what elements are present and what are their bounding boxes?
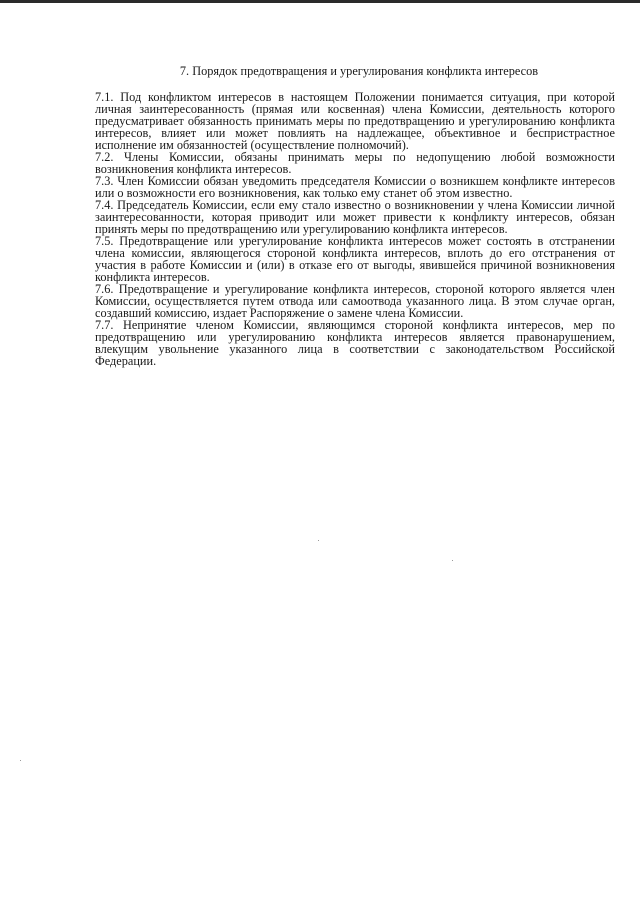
- paragraph-7-1: 7.1. Под конфликтом интересов в настоящем Положении понимается ситуация, при которой личная заинтересованность (прямая или косвенная) члена Комиссии, деятельность которого предусматривает обязанность принимать меры по предотвращению и урегулированию конфликта интересов, влияет или может повлиять на надлежащее, объективное и беспристрастное исполнение им обязанностей (осуществление полномочий).: [95, 90, 615, 152]
- section-title: 7. Порядок предотвращения и урегулирования конфликта интересов: [179, 64, 539, 78]
- document-page: [95, 64, 615, 367]
- scan-speck: [452, 560, 453, 561]
- scan-speck: [318, 540, 319, 541]
- scan-speck: [20, 760, 21, 761]
- paragraph-7-3: 7.3. Член Комиссии обязан уведомить председателя Комиссии о возникшем конфликте интересов или о возможности его возникновения, как только ему станет об этом известно.: [95, 174, 615, 200]
- paragraph-7-6: 7.6. Предотвращение и урегулирование конфликта интересов, стороной которого является член Комиссии, осуществляется путем отвода или самоотвода указанного лица. В этом случае орган, создавший комиссию, издает Распоряжение о замене члена Комиссии.: [95, 282, 615, 320]
- paragraph-7-2: 7.2. Члены Комиссии, обязаны принимать меры по недопущению любой возможности возникновения конфликта интересов.: [95, 150, 615, 176]
- paragraph-7-5: 7.5. Предотвращение или урегулирование конфликта интересов может состоять в отстранении члена комиссии, являющегося стороной конфликта интересов, вплоть до его отстранения от участия в работе Комиссии и (или) в отказе его от выгоды, явившейся причиной возникновения конфликта интересов.: [95, 234, 615, 284]
- paragraph-7-7: 7.7. Непринятие членом Комиссии, являющимся стороной конфликта интересов, мер по предотвращению или урегулированию конфликта интересов является правонарушением, влекущим увольнение указанного лица в соответствии с законодательством Российской Федерации.: [95, 318, 615, 368]
- scan-top-edge: [0, 0, 640, 3]
- paragraph-7-4: 7.4. Председатель Комиссии, если ему стало известно о возникновении у члена Комиссии личной заинтересованности, которая приводит или может привести к конфликту интересов, обязан принять меры по предотвращению или урегулированию конфликта интересов.: [95, 198, 615, 236]
